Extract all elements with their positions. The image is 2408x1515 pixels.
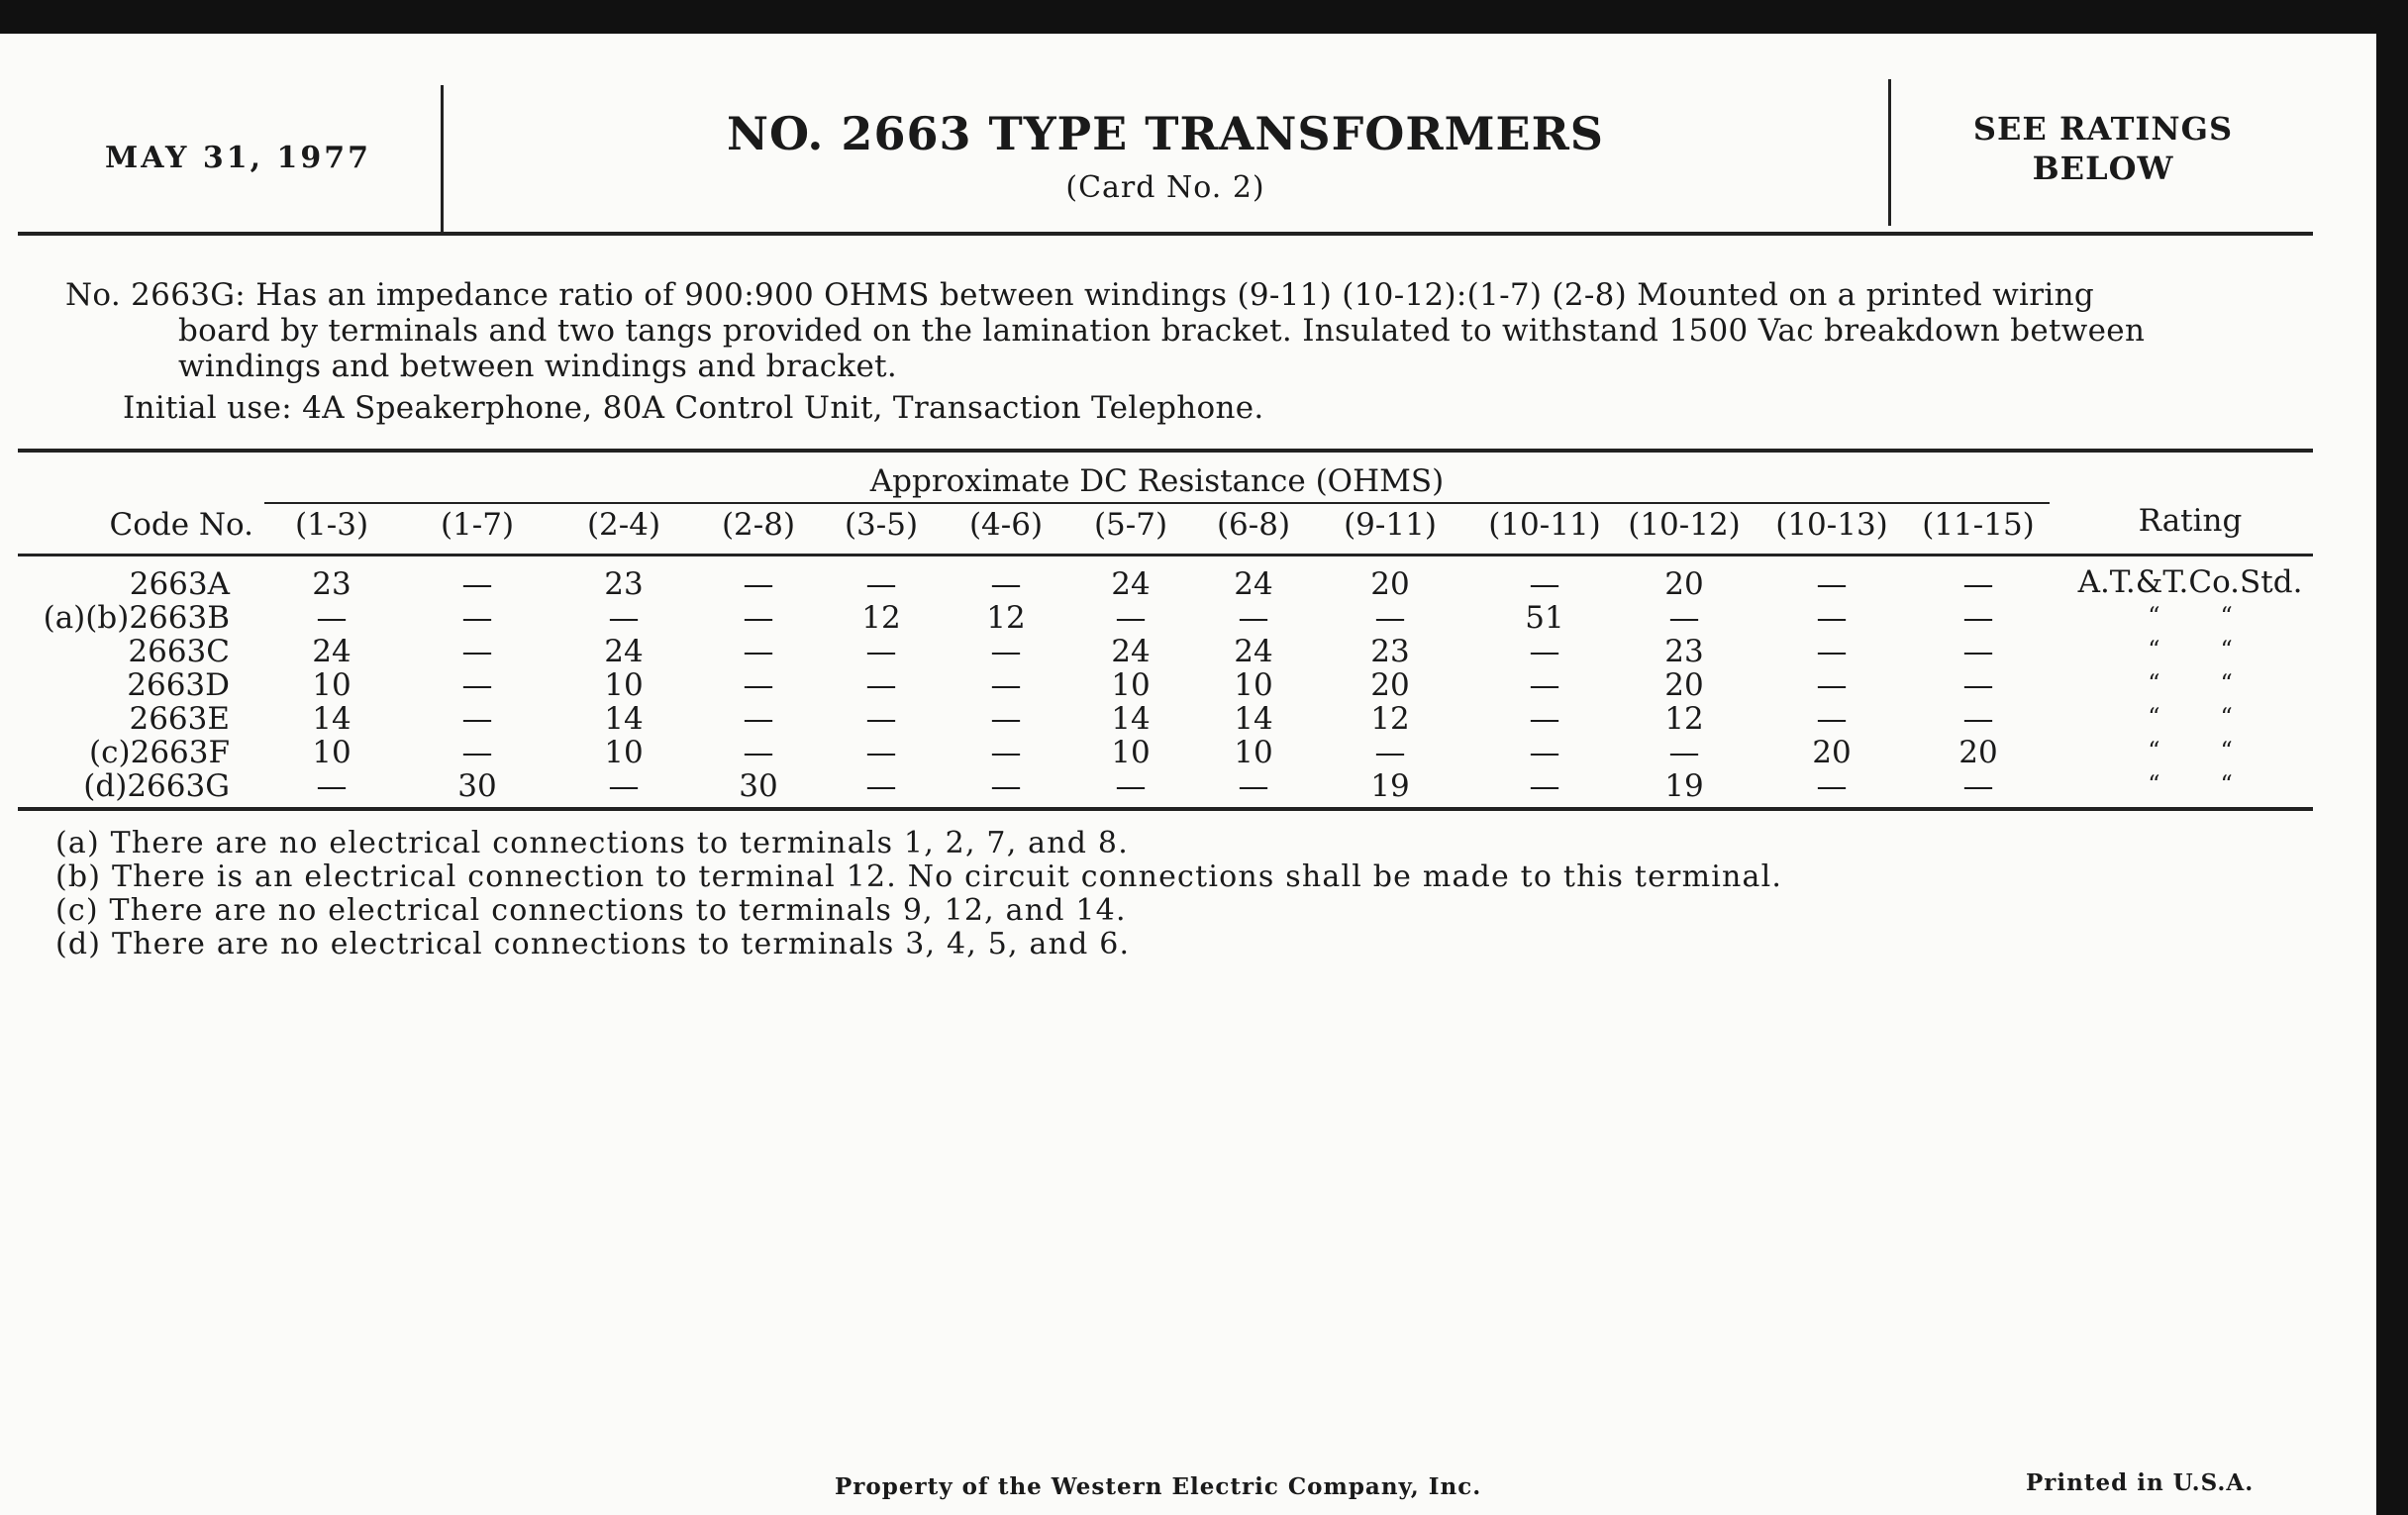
column-header: (11-15) xyxy=(1922,507,2035,543)
footnote-a: (a) There are no electrical connections to terminals 1, 2, 7, and 8. xyxy=(55,826,1129,860)
resistance-cell: 20 xyxy=(1370,566,1410,602)
ratings-note-line1: SEE RATINGS xyxy=(1972,110,2234,148)
resistance-cell: 24 xyxy=(604,634,644,669)
resistance-cell: — xyxy=(1115,600,1147,636)
column-header: (10-12) xyxy=(1628,507,1741,543)
ratings-note-line2: BELOW xyxy=(2032,150,2174,187)
resistance-cell: 20 xyxy=(1664,667,1704,703)
resistance-cell: 20 xyxy=(1370,667,1410,703)
resistance-cell: 24 xyxy=(1234,634,1273,669)
resistance-cell: — xyxy=(743,701,774,737)
resistance-cell: — xyxy=(743,566,774,602)
resistance-cell: 14 xyxy=(1234,701,1273,737)
resistance-cell: — xyxy=(865,566,897,602)
resistance-cell: 20 xyxy=(1812,735,1852,770)
resistance-cell: 10 xyxy=(604,735,644,770)
card-number: (Card No. 2) xyxy=(1065,170,1265,205)
resistance-cell: — xyxy=(1816,768,1848,804)
resistance-cell: — xyxy=(1816,667,1848,703)
column-header: (9-11) xyxy=(1344,507,1437,543)
resistance-cell: — xyxy=(1962,768,1994,804)
column-header: (2-4) xyxy=(586,507,661,543)
resistance-cell: 10 xyxy=(604,667,644,703)
column-header: (4-6) xyxy=(968,507,1044,543)
resistance-cell: — xyxy=(1816,566,1848,602)
column-header: (1-3) xyxy=(294,507,369,543)
group-header-rule xyxy=(264,502,2050,504)
rating-cell: “ “ xyxy=(2148,770,2233,798)
resistance-cell: — xyxy=(1962,566,1994,602)
resistance-cell: — xyxy=(865,667,897,703)
rating-cell: “ “ xyxy=(2148,737,2233,764)
description-line-1: No. 2663G: Has an impedance ratio of 900:900 OHMS between windings (9-11) (10-12):(1-7) (2-8) Mounted on a printed wiring xyxy=(65,277,2094,313)
resistance-cell: — xyxy=(1962,600,1994,636)
resistance-cell: — xyxy=(743,600,774,636)
resistance-cell: — xyxy=(990,634,1022,669)
code-number-cell: (c)2663F xyxy=(89,735,230,770)
rating-cell: “ “ xyxy=(2148,703,2233,731)
resistance-cell: — xyxy=(461,634,493,669)
printed-notice: Printed in U.S.A. xyxy=(2026,1469,2255,1496)
resistance-cell: — xyxy=(1529,701,1560,737)
resistance-cell: — xyxy=(865,634,897,669)
resistance-cell: 24 xyxy=(1234,566,1273,602)
resistance-cell: — xyxy=(743,634,774,669)
footnote-d: (d) There are no electrical connections to terminals 3, 4, 5, and 6. xyxy=(55,927,1131,961)
resistance-cell: — xyxy=(865,768,897,804)
rating-cell: A.T.&T.Co.Std. xyxy=(2077,564,2303,600)
column-header: (5-7) xyxy=(1093,507,1168,543)
resistance-cell: 10 xyxy=(312,667,351,703)
column-header-rule xyxy=(18,554,2313,556)
resistance-cell: — xyxy=(608,600,640,636)
resistance-cell: — xyxy=(316,768,348,804)
resistance-cell: — xyxy=(1238,768,1269,804)
column-header: (10-11) xyxy=(1488,507,1601,543)
rating-cell: “ “ xyxy=(2148,602,2233,630)
resistance-cell: 14 xyxy=(312,701,351,737)
code-column-header: Code No. xyxy=(109,507,253,543)
resistance-cell: — xyxy=(990,566,1022,602)
column-header: (10-13) xyxy=(1775,507,1888,543)
resistance-cell: — xyxy=(1529,768,1560,804)
resistance-cell: — xyxy=(743,735,774,770)
resistance-cell: 51 xyxy=(1525,600,1564,636)
resistance-cell: 12 xyxy=(1370,701,1410,737)
resistance-cell: — xyxy=(461,600,493,636)
resistance-cell: — xyxy=(990,735,1022,770)
resistance-cell: — xyxy=(1816,701,1848,737)
resistance-cell: — xyxy=(1668,735,1700,770)
document-card xyxy=(0,34,2376,1515)
resistance-cell: — xyxy=(1115,768,1147,804)
description-line-2: board by terminals and two tangs provided on the lamination bracket. Insulated to withstand 1500 Vac breakdown between xyxy=(178,313,2146,349)
resistance-cell: — xyxy=(1374,735,1406,770)
resistance-cell: 20 xyxy=(1664,566,1704,602)
resistance-cell: — xyxy=(461,566,493,602)
code-number-cell: (a)(b)2663B xyxy=(43,600,230,636)
initial-use: Initial use: 4A Speakerphone, 80A Control Unit, Transaction Telephone. xyxy=(123,390,1264,426)
group-header: Approximate DC Resistance (OHMS) xyxy=(869,463,1445,499)
rating-cell: “ “ xyxy=(2148,636,2233,663)
resistance-cell: 19 xyxy=(1664,768,1704,804)
rating-cell: “ “ xyxy=(2148,669,2233,697)
table-top-rule xyxy=(18,449,2313,453)
resistance-cell: — xyxy=(1529,634,1560,669)
resistance-cell: 14 xyxy=(604,701,644,737)
document-title: NO. 2663 TYPE TRANSFORMERS xyxy=(726,107,1605,160)
resistance-cell: 20 xyxy=(1958,735,1998,770)
resistance-cell: — xyxy=(1374,600,1406,636)
resistance-cell: 12 xyxy=(861,600,901,636)
column-header: (6-8) xyxy=(1216,507,1291,543)
resistance-cell: — xyxy=(1238,600,1269,636)
resistance-cell: — xyxy=(461,701,493,737)
resistance-cell: 10 xyxy=(1234,667,1273,703)
resistance-cell: 12 xyxy=(986,600,1026,636)
resistance-cell: — xyxy=(1668,600,1700,636)
column-header: (2-8) xyxy=(721,507,796,543)
resistance-cell: 23 xyxy=(1370,634,1410,669)
header-rule xyxy=(18,232,2313,236)
resistance-cell: 10 xyxy=(1111,667,1151,703)
resistance-cell: — xyxy=(1816,634,1848,669)
code-number-cell: 2663D xyxy=(127,667,230,703)
rating-column-header: Rating xyxy=(2138,503,2243,539)
resistance-cell: 30 xyxy=(457,768,497,804)
resistance-cell: — xyxy=(461,735,493,770)
resistance-cell: — xyxy=(743,667,774,703)
resistance-cell: — xyxy=(1529,667,1560,703)
property-notice: Property of the Western Electric Company, Inc. xyxy=(835,1473,1482,1500)
column-header: (1-7) xyxy=(440,507,515,543)
description-line-3: windings and between windings and bracket. xyxy=(178,349,898,384)
resistance-cell: — xyxy=(1962,634,1994,669)
resistance-cell: 14 xyxy=(1111,701,1151,737)
code-number-cell: (d)2663G xyxy=(83,768,230,804)
resistance-cell: — xyxy=(1962,667,1994,703)
resistance-cell: 24 xyxy=(1111,566,1151,602)
resistance-cell: — xyxy=(316,600,348,636)
column-header: (3-5) xyxy=(844,507,919,543)
resistance-cell: — xyxy=(1529,735,1560,770)
footnote-b: (b) There is an electrical connection to terminal 12. No circuit connections shall be made to this terminal. xyxy=(55,859,1783,894)
code-number-cell: 2663E xyxy=(129,701,230,737)
resistance-cell: 19 xyxy=(1370,768,1410,804)
table-bottom-rule xyxy=(18,807,2313,811)
resistance-cell: — xyxy=(990,701,1022,737)
code-number-cell: 2663A xyxy=(129,566,230,602)
ratings-note xyxy=(1890,109,2316,188)
resistance-cell: 23 xyxy=(1664,634,1704,669)
code-number-cell: 2663C xyxy=(128,634,230,669)
resistance-cell: — xyxy=(461,667,493,703)
resistance-cell: 24 xyxy=(312,634,351,669)
resistance-cell: 10 xyxy=(1234,735,1273,770)
resistance-cell: 12 xyxy=(1664,701,1704,737)
footnote-c: (c) There are no electrical connections to terminals 9, 12, and 14. xyxy=(55,893,1127,928)
resistance-cell: — xyxy=(865,701,897,737)
resistance-cell: — xyxy=(1529,566,1560,602)
issue-date: MAY 31, 1977 xyxy=(105,141,371,175)
resistance-cell: — xyxy=(608,768,640,804)
resistance-cell: 23 xyxy=(312,566,351,602)
resistance-cell: 10 xyxy=(1111,735,1151,770)
resistance-cell: — xyxy=(990,768,1022,804)
resistance-cell: 23 xyxy=(604,566,644,602)
resistance-cell: 10 xyxy=(312,735,351,770)
resistance-cell: 24 xyxy=(1111,634,1151,669)
resistance-cell: — xyxy=(865,735,897,770)
resistance-cell: 30 xyxy=(739,768,778,804)
resistance-cell: — xyxy=(990,667,1022,703)
resistance-cell: — xyxy=(1962,701,1994,737)
resistance-cell: — xyxy=(1816,600,1848,636)
